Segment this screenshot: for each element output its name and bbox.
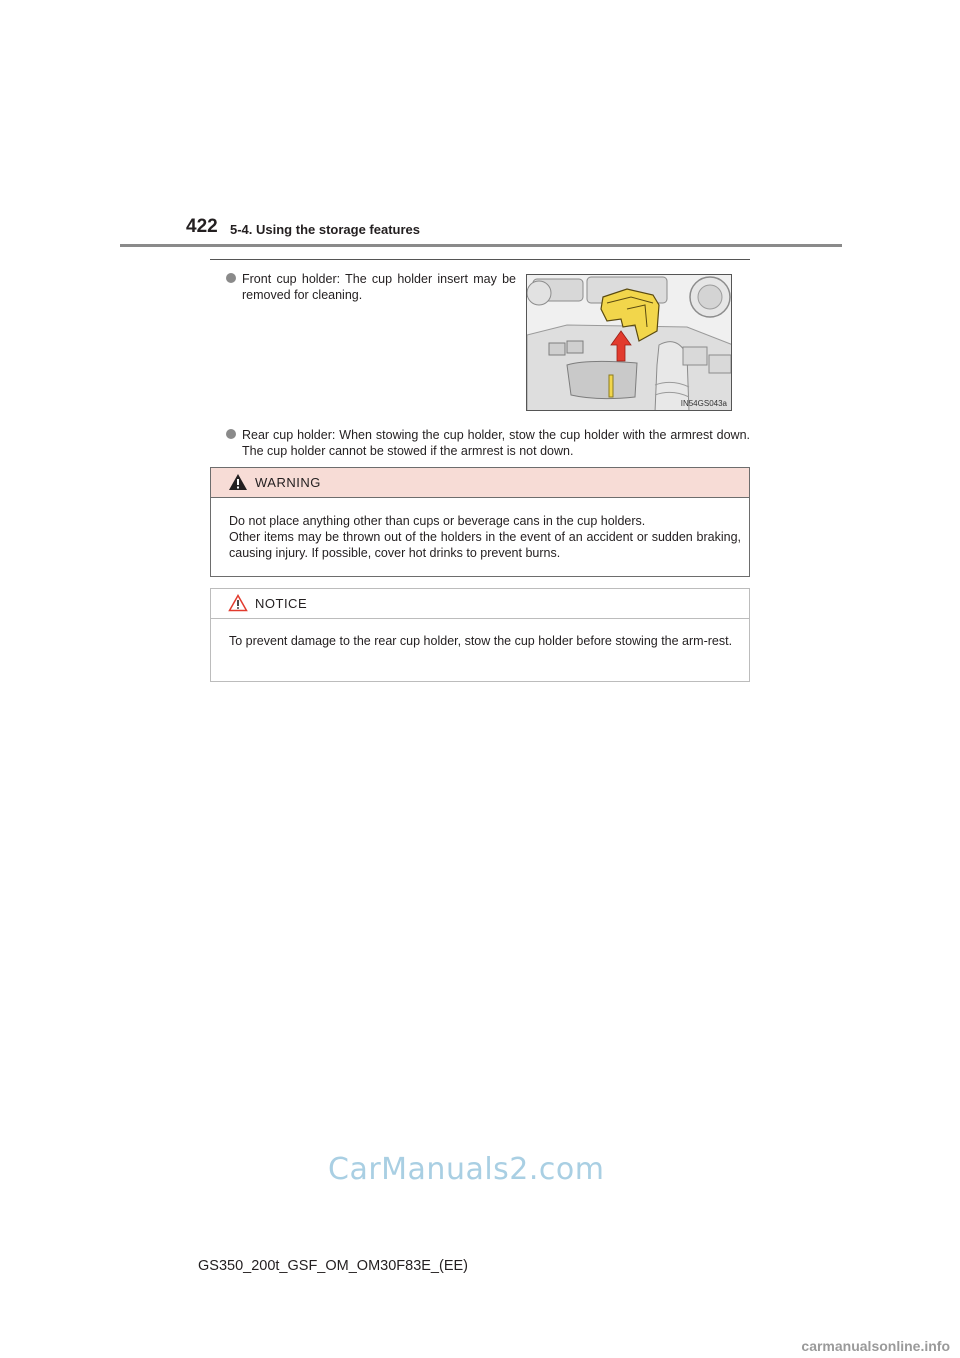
warning-label: WARNING	[255, 475, 321, 490]
watermark: CarManuals2.com	[328, 1152, 605, 1187]
notice-body: To prevent damage to the rear cup holder, stow the cup holder before stowing the arm-rest.	[229, 634, 733, 648]
warning-box	[210, 467, 750, 577]
warning-line-2: Other items may be thrown out of the holders in the event of an accident or sudden braking, causing injury. If possible, cover hot drinks to prevent burns.	[229, 530, 741, 560]
warning-header	[211, 468, 749, 498]
bullet-rear-cup-holder	[226, 427, 750, 459]
bullet-front-text: Front cup holder: The cup holder insert may be removed for cleaning.	[242, 272, 516, 302]
bullet-dot-icon	[226, 429, 236, 439]
bullet-dot-icon	[226, 273, 236, 283]
warning-triangle-icon	[228, 473, 248, 496]
notice-label: NOTICE	[255, 596, 308, 611]
bullet-front-cup-holder	[226, 271, 516, 303]
notice-triangle-icon	[228, 594, 248, 617]
section-title: 5-4. Using the storage features	[230, 222, 420, 237]
notice-box	[210, 588, 750, 682]
content-rule	[210, 259, 750, 260]
notice-header	[211, 589, 749, 619]
cup-holder-illustration	[526, 274, 732, 411]
figure-code: IN54GS043a	[680, 399, 727, 408]
warning-line-1: Do not place anything other than cups or beverage cans in the cup holders.	[229, 514, 646, 528]
warning-body	[229, 513, 741, 561]
page-number: 422	[186, 216, 218, 237]
header-rule	[120, 244, 842, 247]
site-mark: carmanualsonline.info	[801, 1338, 950, 1354]
footer-doc-code: GS350_200t_GSF_OM_OM30F83E_(EE)	[198, 1258, 468, 1274]
bullet-rear-text: Rear cup holder: When stowing the cup holder, stow the cup holder with the armrest down. The cup holder cannot be stowed if the armrest is not down.	[242, 428, 750, 458]
